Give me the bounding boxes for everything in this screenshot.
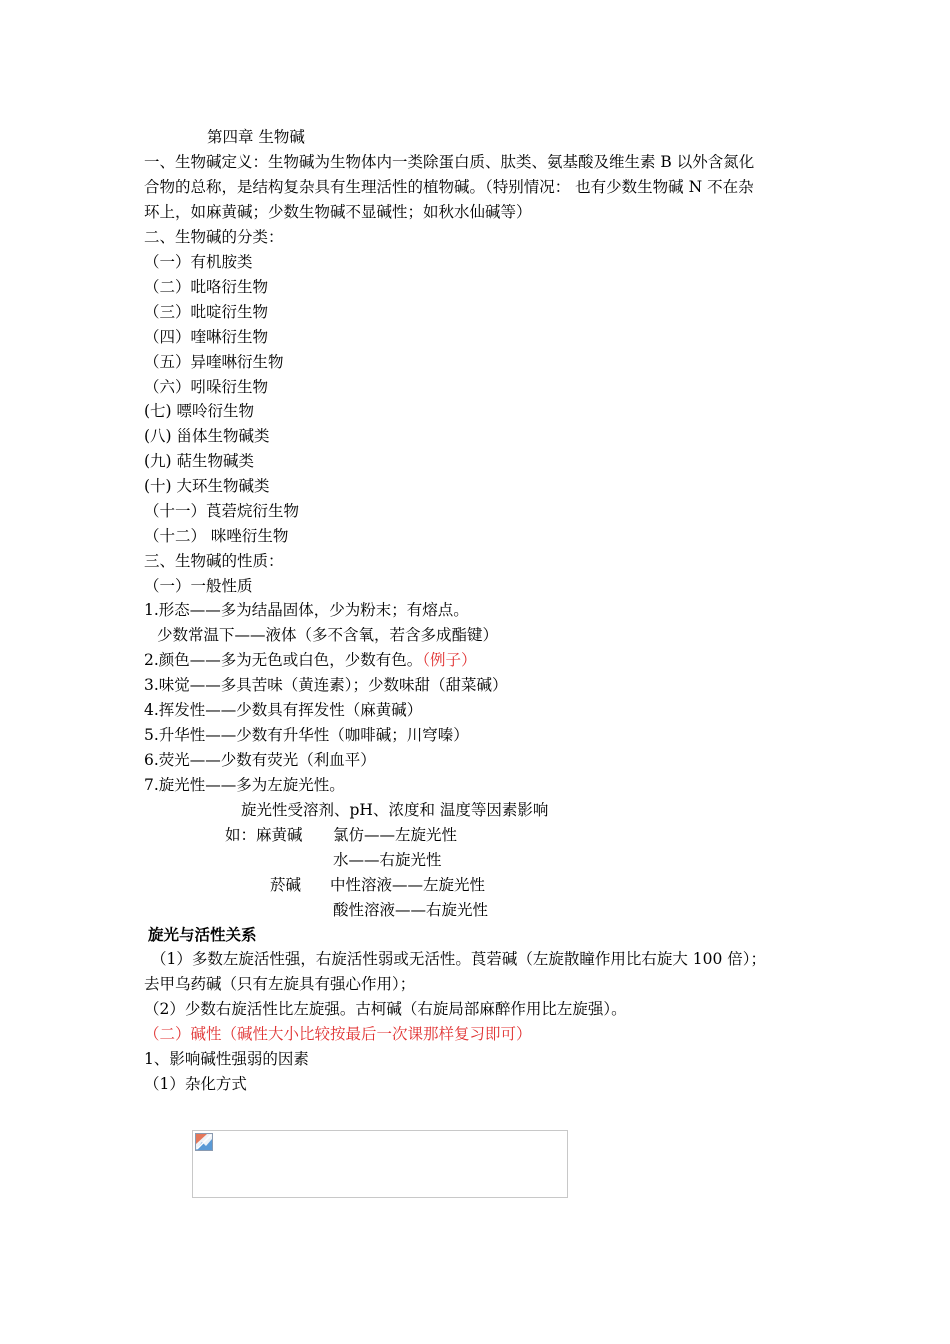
classification-item: （五）异喹啉衍生物 bbox=[144, 353, 284, 371]
definition-line-2: 合物的总称，是结构复杂具有生理活性的植物碱。（特别情况： 也有少数生物碱 N 不在杂 bbox=[144, 178, 754, 196]
classification-item: (八) 甾体生物碱类 bbox=[144, 427, 270, 445]
definition-line-3: 环上，如麻黄碱；少数生物碱不显碱性；如秋水仙碱等） bbox=[144, 203, 532, 221]
classification-item: （六）吲哚衍生物 bbox=[144, 378, 269, 396]
broken-image-placeholder bbox=[192, 1130, 568, 1198]
classification-item: (十) 大环生物碱类 bbox=[144, 477, 270, 495]
property-form: 1.形态——多为结晶固体，少为粉末；有熔点。 bbox=[144, 601, 469, 619]
property-color bbox=[144, 650, 477, 670]
properties-heading: 三、生物碱的性质： bbox=[144, 552, 284, 570]
definition-line-1: 一、生物碱定义：生物碱为生物体内一类除蛋白质、肽类、氨基酸及维生素 B 以外含氮化 bbox=[144, 153, 755, 171]
example-narcotine: 菸碱 bbox=[270, 876, 302, 894]
ephedrine-water: 水——右旋光性 bbox=[333, 851, 442, 869]
narcotine-acidic: 酸性溶液——右旋光性 bbox=[333, 901, 489, 919]
property-volatility: 4.挥发性——少数具有挥发性（麻黄碱） bbox=[144, 701, 423, 719]
narcotine-neutral: 中性溶液——左旋光性 bbox=[330, 876, 486, 894]
chapter-title: 第四章 生物碱 bbox=[207, 128, 305, 146]
classification-item: (九) 萜生物碱类 bbox=[144, 452, 255, 470]
property-taste: 3.味觉——多具苦味（黄连素）；少数味甜（甜菜碱） bbox=[144, 676, 508, 694]
basicity-factors: 1、影响碱性强弱的因素 bbox=[144, 1050, 309, 1068]
classification-item: （十一）莨菪烷衍生物 bbox=[144, 502, 300, 520]
general-properties-heading: （一）一般性质 bbox=[144, 577, 253, 595]
classification-item: （二）吡咯衍生物 bbox=[144, 278, 269, 296]
activity-heading: 旋光与活性关系 bbox=[148, 925, 257, 944]
example-ephedrine: 如：麻黄碱 bbox=[225, 826, 303, 844]
property-sublimation: 5.升华性——少数有升华性（咖啡碱；川穹嗪） bbox=[144, 726, 469, 744]
activity-paragraph-1-line-1: （1）多数左旋活性强，右旋活性弱或无活性。莨菪碱（左旋散瞳作用比右旋大 100 倍）； bbox=[151, 950, 767, 968]
property-color-text: 2.颜色——多为无色或白色，少数有色。 bbox=[144, 651, 423, 669]
activity-paragraph-1-line-2: 去甲乌药碱（只有左旋具有强心作用）； bbox=[144, 975, 416, 993]
classification-item: (七) 嘌呤衍生物 bbox=[144, 402, 255, 420]
classification-heading: 二、生物碱的分类： bbox=[144, 228, 284, 246]
classification-item: （一）有机胺类 bbox=[144, 253, 253, 271]
hybridization-heading: （1）杂化方式 bbox=[144, 1075, 247, 1093]
broken-image-icon bbox=[195, 1133, 213, 1151]
property-color-example: （例子） bbox=[422, 651, 477, 669]
optical-factors: 旋光性受溶剂、pH、浓度和 温度等因素影响 bbox=[241, 801, 549, 819]
classification-item: （三）吡啶衍生物 bbox=[144, 303, 269, 321]
classification-item: （四）喹啉衍生物 bbox=[144, 328, 269, 346]
classification-item: （十二） 咪唑衍生物 bbox=[144, 527, 289, 545]
basicity-heading: （二）碱性（碱性大小比较按最后一次课那样复习即可） bbox=[144, 1025, 532, 1043]
ephedrine-chloroform: 氯仿——左旋光性 bbox=[333, 826, 458, 844]
activity-paragraph-2: （2）少数右旋活性比左旋强。古柯碱（右旋局部麻醉作用比左旋强）。 bbox=[144, 1000, 627, 1018]
property-form-note: 少数常温下——液体（多不含氧，若含多成酯键） bbox=[157, 626, 499, 644]
property-optical: 7.旋光性——多为左旋光性。 bbox=[144, 776, 345, 794]
property-fluorescence: 6.荧光——少数有荧光（利血平） bbox=[144, 751, 376, 769]
